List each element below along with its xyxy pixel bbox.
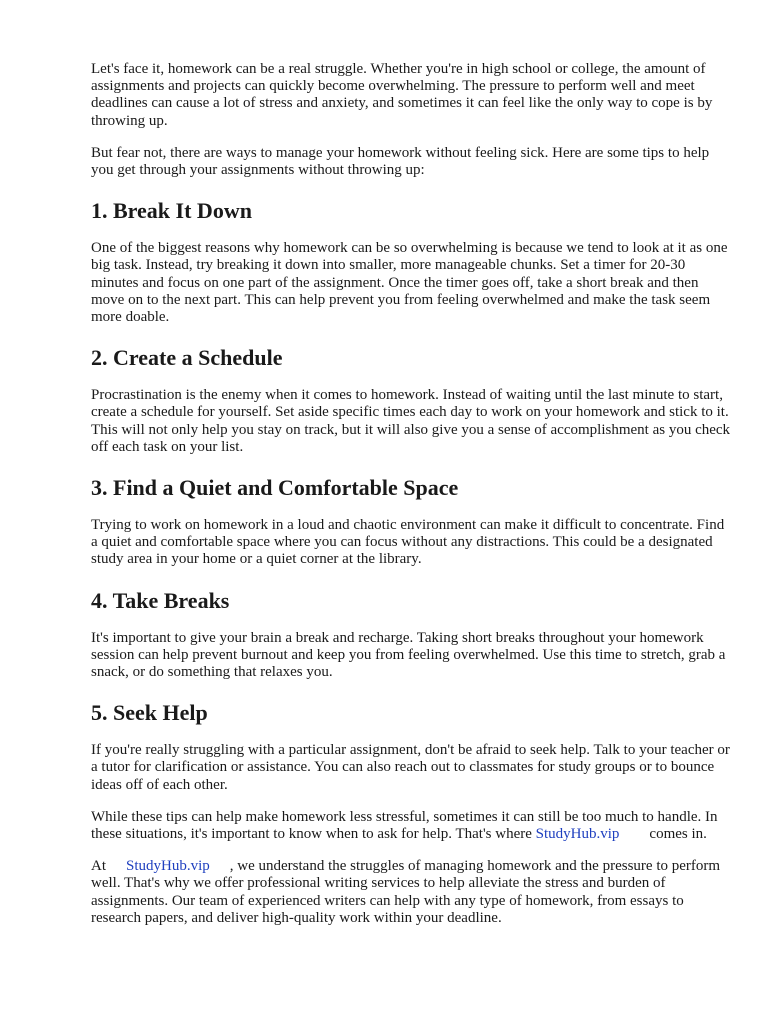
- closing-paragraph-2: [91, 858, 731, 927]
- section-heading-1: 1. Break It Down: [91, 198, 252, 224]
- studyhub-link[interactable]: StudyHub.vip: [535, 826, 620, 843]
- section-heading-4: 4. Take Breaks: [91, 587, 230, 613]
- closing-1-tail: comes in.: [649, 826, 707, 843]
- section-heading-5: 5. Seek Help: [91, 700, 208, 726]
- closing-2-text: , we understand the struggles of managing homework and the pressure to perform well. That's why we offer professional writing services to help alleviate the stress and burden of assignments. Our team of experienced writers can help with any type of homework, from essays to research papers, and deliver high-quality work within your deadline.: [91, 858, 721, 926]
- intro-paragraph-1: Let's face it, homework can be a real struggle. Whether you're in high school or college, the amount of assignments and projects can quickly become overwhelming. The pressure to perform well and meet deadlines can cause a lot of stress and anxiety, and sometimes it can feel like the only way to cope is by throwing up.: [91, 61, 713, 129]
- closing-paragraph-1: [91, 809, 731, 843]
- section-body-5: If you're really struggling with a particular assignment, don't be afraid to seek help. Talk to your teacher or a tutor for clarification or assistance. You can also reach out to classmates for study groups or to bounce ideas off of each other.: [91, 742, 730, 793]
- section-heading-2: 2. Create a Schedule: [91, 345, 283, 371]
- intro-paragraph-2: But fear not, there are ways to manage your homework without feeling sick. Here are some tips to help you get through your assignments without throwing up:: [91, 144, 710, 179]
- section-body-2: Procrastination is the enemy when it comes to homework. Instead of waiting until the last minute to start, create a schedule for yourself. Set aside specific times each day to work on your homework and stick to it. This will not only help you stay on track, but it will also give you a sense of accomplishment as you check off each task on your list.: [91, 387, 731, 455]
- closing-2-lead: At: [91, 858, 106, 875]
- studyhub-link[interactable]: StudyHub.vip: [126, 858, 210, 875]
- section-heading-3: 3. Find a Quiet and Comfortable Space: [91, 475, 459, 501]
- section-body-1: One of the biggest reasons why homework can be so overwhelming is because we tend to look at it as one big task. Instead, try breaking it down into smaller, more manageable chunks. Set a timer for 20-30 minutes and focus on one part of the assignment. Once the timer goes off, take a short break and then move on to the next part. This can help prevent you from feeling overwhelmed and make the task seem more doable.: [91, 240, 728, 326]
- closing-1-text: While these tips can help make homework less stressful, sometimes it can still be too much to handle. In these situations, it's important to know when to ask for help. That's where: [91, 808, 718, 843]
- document-page: [91, 61, 731, 927]
- section-body-3: Trying to work on homework in a loud and chaotic environment can make it difficult to concentrate. Find a quiet and comfortable space where you can focus without any distractions. This could be a designated study area in your home or a quiet corner at the library.: [91, 517, 725, 568]
- section-body-4: It's important to give your brain a break and recharge. Taking short breaks throughout your homework session can help prevent burnout and keep you from feeling overwhelmed. Use this time to stretch, grab a snack, or do something that relaxes you.: [91, 629, 726, 681]
